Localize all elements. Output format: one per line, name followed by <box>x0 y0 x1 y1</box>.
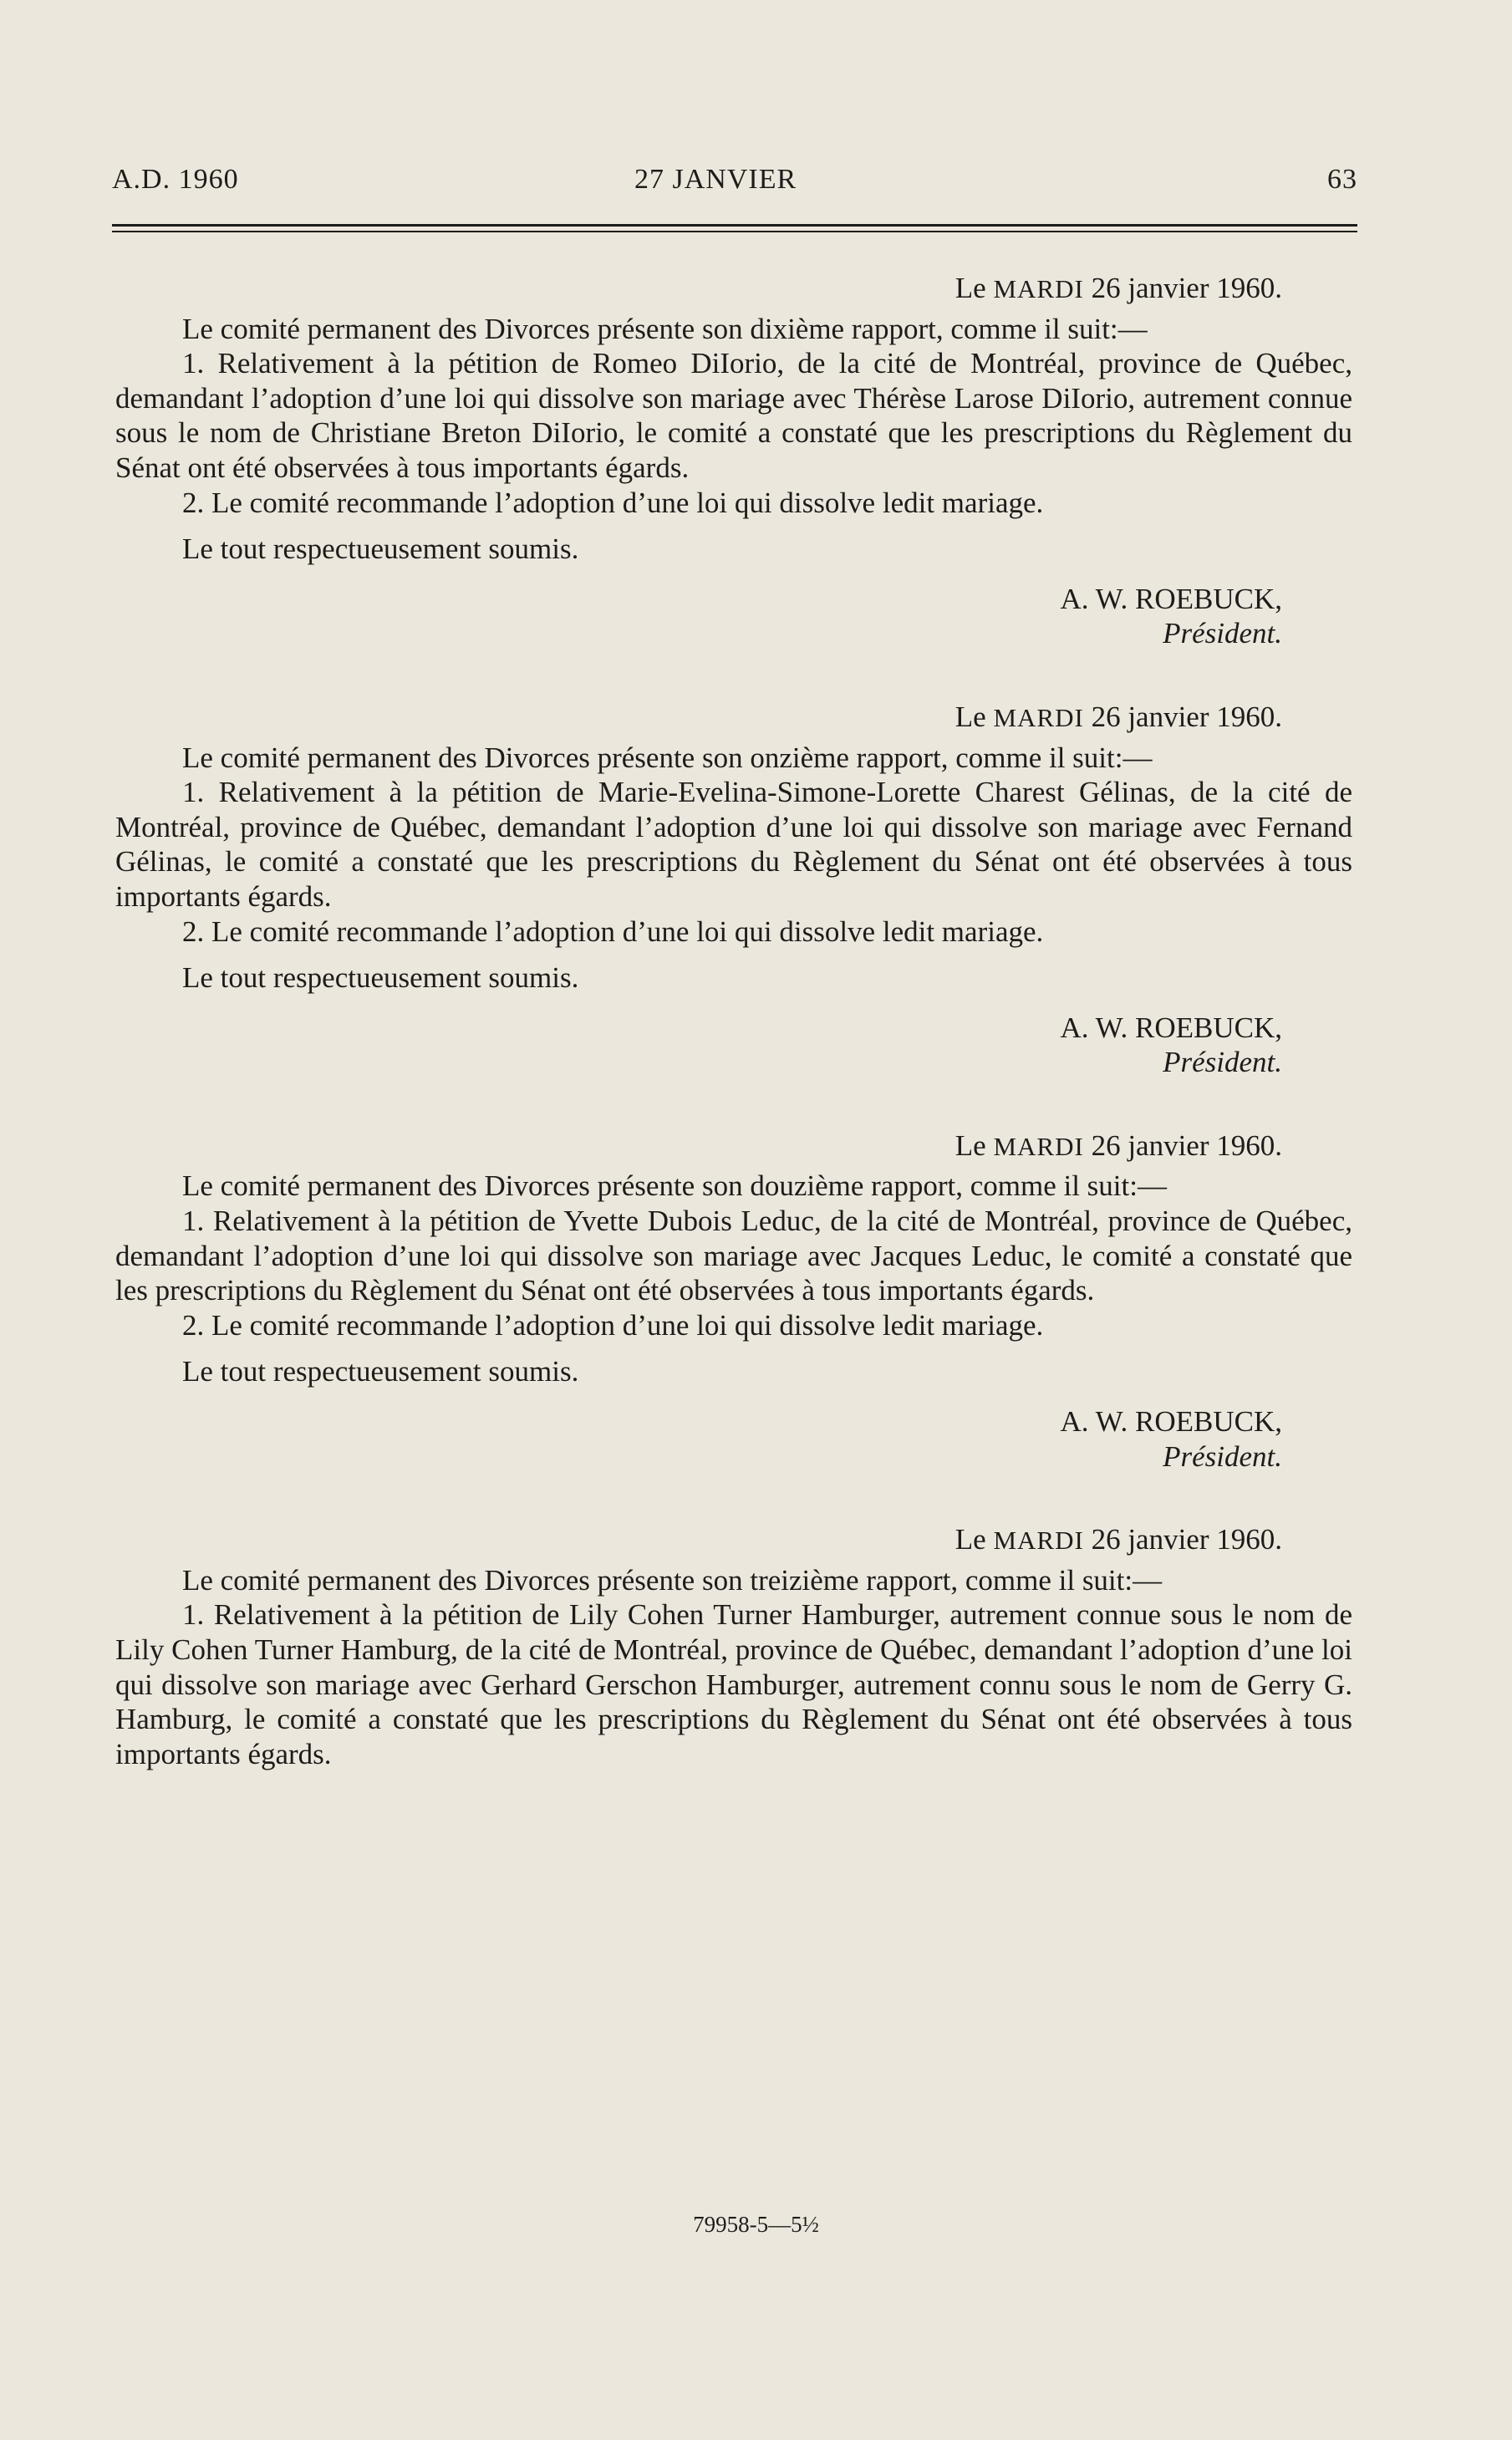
report-intro: Le comité permanent des Divorces présente son treizième rapport, comme il suit:— <box>182 1563 1163 1597</box>
report-12 <box>115 1128 1352 1474</box>
report-intro: Le comité permanent des Divorces présente son dixième rapport, comme il suit:— <box>182 312 1148 345</box>
date-day: MARDI <box>993 702 1084 732</box>
date-day: MARDI <box>993 1131 1084 1161</box>
report-closing: Le tout respectueusement soumis. <box>182 1355 579 1388</box>
header-rule-bottom <box>112 231 1357 232</box>
report-closing: Le tout respectueusement soumis. <box>182 961 579 995</box>
report-intro: Le comité permanent des Divorces présente son douzième rapport, comme il suit:— <box>182 1169 1167 1203</box>
print-signature: 79958-5—5½ <box>693 2212 819 2237</box>
date-prefix: Le <box>955 272 986 304</box>
report-paragraph-1: 1. Relativement à la pétition de Marie-Evelina-Simone-Lorette Charest Gélinas, de la cité de Montréal, province de Québec, demandant l’adoption d’une loi qui dissolve son mariage avec Fernand Gélinas, le comité a constaté que les prescriptions du Règlement du Sénat ont été observées à tous importants égards. <box>115 776 1352 913</box>
signer-name: A. W. ROEBUCK, <box>1060 1405 1282 1439</box>
report-intro: Le comité permanent des Divorces présente son onzième rapport, comme il suit:— <box>182 741 1153 774</box>
date-rest: 26 janvier 1960. <box>1091 700 1282 733</box>
date-prefix: Le <box>955 700 986 733</box>
header-date: 27 JANVIER <box>634 164 797 195</box>
report-paragraph-2: 2. Le comité recommande l’adoption d’une loi qui dissolve ledit mariage. <box>182 914 1044 948</box>
signer-title: Président. <box>1163 1046 1282 1079</box>
report-date <box>115 700 1352 736</box>
report-paragraph-1: 1. Relativement à la pétition de Romeo DiIorio, de la cité de Montréal, province de Québec, demandant l’adoption d’une loi qui dissolve son mariage avec Thérèse Larose DiIorio, autrement connue sous le nom de Christiane Breton DiIorio, le comité a constaté que les prescriptions du Règlement du Sénat ont été observées à tous importants égards. <box>115 347 1352 484</box>
date-rest: 26 janvier 1960. <box>1091 1128 1282 1162</box>
signer-name: A. W. ROEBUCK, <box>1060 582 1282 615</box>
report-10 <box>115 271 1352 651</box>
date-day: MARDI <box>993 1526 1084 1556</box>
header-year: A.D. 1960 <box>112 164 239 195</box>
report-paragraph-1: 1. Relativement à la pétition de Lily Cohen Turner Hamburger, autrement connue sous le nom de Lily Cohen Turner Hamburg, de la cité de Montréal, province de Québec, demandant l’adoption d’une loi qui dissolve son mariage avec Gerhard Gerschon Hamburger, autrement connu sous le nom de Gerry G. Hamburg, le comité a constaté que les prescriptions du Règlement du Sénat ont été observées à tous importants égards. <box>115 1598 1352 1770</box>
date-rest: 26 janvier 1960. <box>1091 272 1282 304</box>
page-number: 63 <box>1327 164 1357 195</box>
page-header <box>112 164 1357 206</box>
report-paragraph-1: 1. Relativement à la pétition de Yvette Dubois Leduc, de la cité de Montréal, province de Québec, demandant l’adoption d’une loi qui dissolve son mariage avec Jacques Leduc, le comité a constaté que les prescriptions du Règlement du Sénat ont été observées à tous importants égards. <box>115 1205 1352 1307</box>
signer-title: Président. <box>1163 617 1282 650</box>
report-date <box>115 1522 1352 1558</box>
report-date <box>115 271 1352 307</box>
date-rest: 26 janvier 1960. <box>1091 1523 1282 1556</box>
signer-title: Président. <box>1163 1439 1282 1473</box>
report-11 <box>115 700 1352 1080</box>
report-13 <box>115 1522 1352 1771</box>
report-paragraph-2: 2. Le comité recommande l’adoption d’une loi qui dissolve ledit mariage. <box>182 1308 1044 1342</box>
header-rule-top <box>112 224 1357 227</box>
date-prefix: Le <box>955 1128 986 1162</box>
report-paragraph-2: 2. Le comité recommande l’adoption d’une loi qui dissolve ledit mariage. <box>182 486 1044 519</box>
report-closing: Le tout respectueusement soumis. <box>182 532 579 566</box>
page-content <box>115 271 1352 1771</box>
date-day: MARDI <box>993 274 1084 303</box>
date-prefix: Le <box>955 1523 986 1556</box>
report-date <box>115 1128 1352 1164</box>
signer-name: A. W. ROEBUCK, <box>1060 1011 1282 1044</box>
